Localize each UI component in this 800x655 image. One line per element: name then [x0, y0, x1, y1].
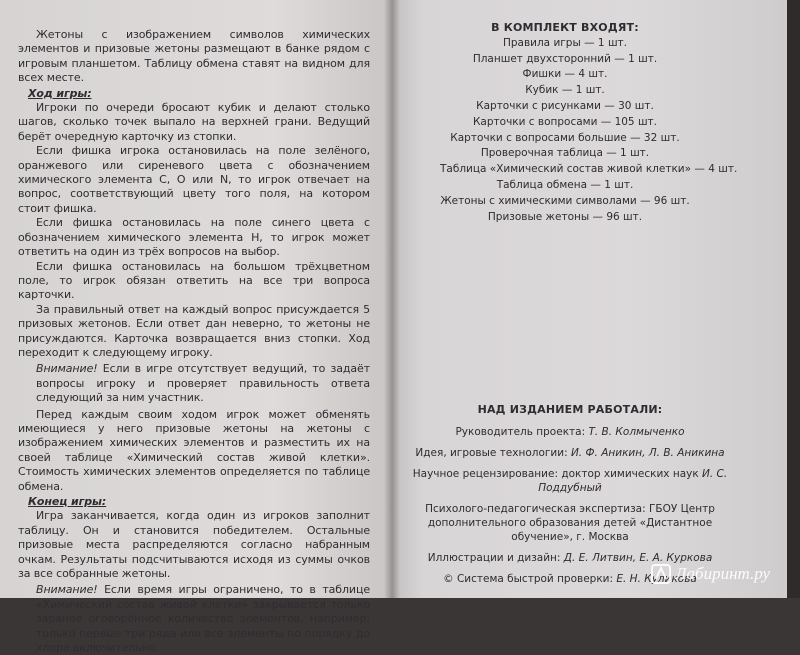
credit-role: Психолого-педагогическая экспертиза: ГБОУ Центр дополнительного образования детей «Дистантное обучение», г. Москва: [425, 503, 715, 543]
credit-name: Т. В. Колмыченко: [588, 426, 685, 438]
credit-role: Идея, игровые технологии:: [415, 447, 571, 459]
note-time-limit: [36, 583, 370, 655]
credit-role: Иллюстрации и дизайн:: [427, 552, 564, 564]
paragraph-tricolor-field: Если фишка остановилась на большом трёхцветном поле, то игрок обязан ответить на все три вопроса карточки.: [18, 259, 370, 302]
credits-title: НАД ИЗДАНИЕМ РАБОТАЛИ:: [477, 403, 663, 416]
note-text: Если время игры ограничено, то в таблице «Химический состав живой клетки» закрывается только заранее оговорённое количество элементов, например: только первые три ряда или все элементы по порядку до хлора включительно.: [36, 583, 370, 655]
paragraph-setup: Жетоны с изображением символов химических элементов и призовые жетоны размещают в банке рядом с игровым планшетом. Таблицу обмена ставят на видном для всех месте.: [18, 28, 370, 85]
credit-role: Руководитель проекта:: [455, 426, 589, 438]
watermark-text: Лабиринт.ру: [675, 564, 771, 583]
paragraph-rewards: За правильный ответ на каждый вопрос присуждается 5 призовых жетонов. Если ответ дан неверно, то жетоны не присуждаются. Карточка возвращается вниз стопки. Ход переходит к следующему игроку.: [18, 302, 370, 359]
heading-game-progress: Ход игры:: [28, 86, 92, 100]
kit-item: Карточки с рисунками — 30 шт.: [476, 99, 654, 112]
credit-row: [400, 467, 740, 495]
labirint-logo-icon: [650, 563, 672, 585]
table-background: [787, 0, 800, 598]
paragraph-exchange: Перед каждым своим ходом игрок может обменять имеющиеся у него призовые жетоны на жетоны с изображением химических элементов и разместить их на своей таблице «Химический состав живой клетки». Стоимость химических элементов определяется по таблице обмена.: [18, 407, 370, 493]
kit-item: Карточки с вопросами большие — 32 шт.: [450, 131, 680, 144]
paragraph-turns: Игроки по очереди бросают кубик и делают столько шагов, сколько точек выпало на верхней грани. Ведущий берёт очередную карточку из стопки.: [18, 101, 370, 143]
credit-row: [400, 425, 740, 439]
note-text: Если в игре отсутствует ведущий, то задаёт вопросы игроку и проверяет правильность ответа следующий за ним участник.: [36, 362, 370, 405]
kit-item: Кубик — 1 шт.: [525, 84, 605, 97]
kit-item: Правила игры — 1 шт.: [502, 36, 628, 49]
credit-role: © Система быстрой проверки:: [443, 573, 617, 585]
note-label: Внимание!: [36, 583, 98, 597]
paragraph-colored-fields: Если фишка игрока остановилась на поле зелёного, оранжевого или сиреневого цвета с обозначением химического элемента С, О или N, то игрок отвечает на вопрос, соответствующий цвету того поля, на котором стоит фишка.: [18, 144, 370, 215]
note-label: Внимание!: [36, 362, 98, 376]
kit-item: Фишки — 4 шт.: [522, 68, 608, 81]
kit-item: Таблица «Химический состав живой клетки» — 4 шт.: [440, 163, 738, 176]
credit-name: И. С. Поддубный: [538, 468, 728, 494]
page-gutter: [384, 0, 400, 598]
kit-item: Призовые жетоны — 96 шт.: [487, 210, 643, 223]
paragraph-game-end: Игра заканчивается, когда один из игроков заполнит таблицу. Он и становится победителем. Остальные призовые места распределяются согласно набранным очкам. Результаты подсчитываются исходя из суммы очков за все собранные жетоны.: [18, 509, 370, 581]
paragraph-blue-field: Если фишка остановилась на поле синего цвета с обозначением химического элемента Н, то игрок может ответить на один из трёх вопросов на выбор.: [18, 216, 370, 259]
kit-item: Жетоны с химическими символами — 96 шт.: [440, 194, 690, 207]
kit-item: Планшет двухсторонний — 1 шт.: [472, 52, 658, 65]
credit-row: [400, 502, 740, 544]
credit-name: Е. Н. Куликова: [616, 573, 697, 585]
heading-game-end: Конец игры:: [28, 495, 107, 508]
kit-item: Таблица обмена — 1 шт.: [496, 178, 634, 191]
credit-role: Научное рецензирование: доктор химических наук: [412, 468, 703, 480]
rules-text: [18, 28, 370, 655]
note-no-host: [36, 362, 370, 405]
credit-name: И. Ф. Аникин, Л. В. Аникина: [570, 447, 725, 459]
kit-title: В КОМПЛЕКТ ВХОДЯТ:: [491, 21, 639, 34]
kit-item: Проверочная таблица — 1 шт.: [480, 147, 650, 160]
kit-contents: [440, 20, 738, 225]
credit-row: [400, 446, 740, 460]
labirint-watermark: [650, 563, 770, 585]
kit-item: Карточки с вопросами — 105 шт.: [472, 115, 658, 128]
credit-name: Д. Е. Литвин, Е. А. Куркова: [563, 552, 713, 564]
